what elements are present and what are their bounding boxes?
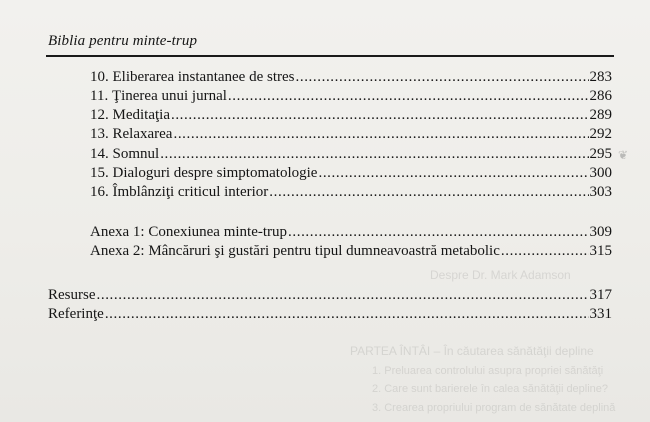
toc-leader-dots — [173, 125, 588, 143]
toc-annex-entry — [90, 242, 612, 260]
bleed-through-line: Despre Dr. Mark Adamson — [430, 268, 571, 282]
toc-entry-title: 12. Meditaţia — [90, 107, 170, 123]
toc-entry-title: 16. Îmblânziţi criticul interior — [90, 184, 269, 200]
toc-entry-page: 303 — [589, 184, 612, 200]
toc-entry-page: 315 — [589, 243, 612, 259]
toc-entry-page: 300 — [589, 165, 612, 181]
toc-entry-title: 15. Dialoguri despre simptomatologie — [90, 165, 318, 181]
toc-entry-page: 292 — [589, 126, 612, 142]
toc-annex-entry — [90, 223, 612, 241]
toc-leader-dots — [160, 145, 588, 163]
toc-entry — [90, 106, 612, 124]
toc-leader-dots — [288, 223, 588, 241]
toc-entry-page: 309 — [589, 224, 612, 240]
toc-entry — [90, 68, 612, 86]
bleed-through-line: 1. Preluarea controlului asupra propriei sănătăţi — [372, 365, 604, 377]
toc-entry-page: 289 — [589, 107, 612, 123]
header-rule — [46, 55, 614, 57]
toc-leader-dots — [269, 183, 588, 201]
toc-entry-title: 11. Ţinerea unui jurnal — [90, 88, 227, 104]
toc-entry-page: 286 — [589, 88, 612, 104]
toc-leader-dots — [296, 68, 589, 86]
toc-entry — [90, 125, 612, 143]
toc-entry — [90, 87, 612, 105]
bleed-through-line: PARTEA ÎNTÂI – În căutarea sănătăţii depline — [350, 344, 594, 358]
toc-entry-page: 317 — [589, 287, 612, 303]
toc-leader-dots — [97, 286, 589, 304]
page-smudge-mark: ❦ — [618, 148, 629, 162]
toc-leader-dots — [501, 242, 589, 260]
toc-entry — [90, 145, 612, 163]
toc-entry-title: Anexa 2: Mâncăruri şi gustări pentru tipul dumneavoastră metabolic — [90, 243, 500, 259]
running-header: Biblia pentru minte-trup — [48, 33, 198, 49]
toc-entry-title: Referinţe — [48, 306, 104, 322]
toc-entry-title: Anexa 1: Conexiunea minte-trup — [90, 224, 288, 240]
toc-leader-dots — [105, 305, 589, 323]
toc-leader-dots — [171, 106, 589, 124]
toc-entry-title: 14. Somnul — [90, 146, 160, 162]
toc-entry — [90, 183, 612, 201]
bleed-through-line: 3. Crearea propriului program de sănătate deplină — [372, 402, 616, 414]
toc-entry-title: 13. Relaxarea — [90, 126, 173, 142]
toc-back-matter-entry — [48, 305, 612, 323]
toc-leader-dots — [228, 87, 589, 105]
toc-leader-dots — [318, 164, 588, 182]
toc-back-matter-entry — [48, 286, 612, 304]
toc-entry-page: 283 — [589, 69, 612, 85]
toc-entry-title: Resurse — [48, 287, 96, 303]
toc-entry — [90, 164, 612, 182]
toc-entry-page: 331 — [589, 306, 612, 322]
toc-entry-title: 10. Eliberarea instantanee de stres — [90, 69, 295, 85]
bleed-through-line: 2. Care sunt barierele în calea sănătăţii depline? — [372, 383, 609, 395]
toc-entry-page: 295 — [589, 146, 612, 162]
